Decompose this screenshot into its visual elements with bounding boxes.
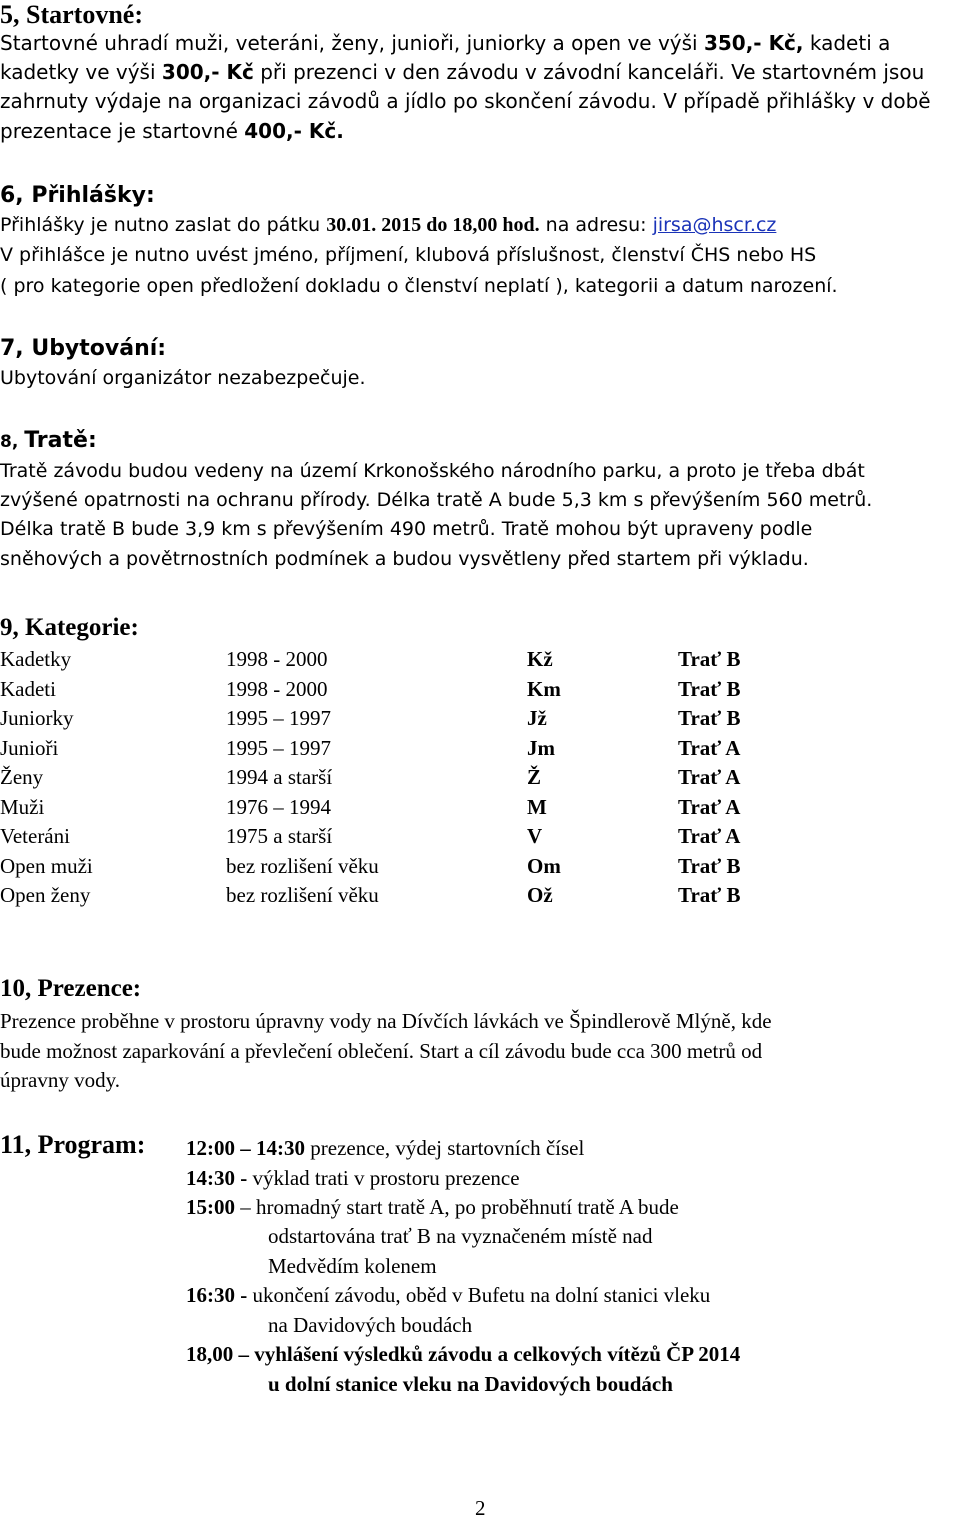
time: 16:30 - bbox=[186, 1283, 248, 1307]
category-name: Juniorky bbox=[0, 706, 74, 730]
category-years: 1998 - 2000 bbox=[226, 676, 328, 701]
category-row bbox=[0, 647, 960, 675]
section-5-title: 5, Startovné: bbox=[0, 0, 143, 29]
section-8-title bbox=[0, 428, 97, 453]
category-code: Jm bbox=[527, 735, 555, 760]
category-track: Trať B bbox=[678, 853, 741, 878]
section-6-title: 6, Přihlášky: bbox=[0, 183, 155, 208]
category-name: Kadeti bbox=[0, 676, 56, 701]
category-code: Jž bbox=[527, 706, 547, 730]
category-row bbox=[0, 765, 960, 793]
text: Přihlášky je nutno zaslat do pátku bbox=[0, 214, 327, 236]
category-code: Om bbox=[527, 853, 561, 878]
section-10-line-3: úpravny vody. bbox=[0, 1068, 120, 1092]
category-years: 1994 a starší bbox=[226, 765, 333, 789]
text: Startovné uhradí muži, veteráni, ženy, junioři, juniorky a open ve výši bbox=[0, 31, 704, 55]
section-7-line-1: Ubytování organizátor nezabezpečuje. bbox=[0, 367, 366, 389]
category-name: Muži bbox=[0, 794, 45, 819]
section-6-line-1 bbox=[0, 214, 776, 237]
section-8-line-1: Tratě závodu budou vedeny na území Krkonošského národního parku, a proto je třeba dbát bbox=[0, 460, 865, 482]
section-5-line-2 bbox=[0, 61, 924, 84]
category-name: Open ženy bbox=[0, 883, 91, 907]
page-number: 2 bbox=[475, 1496, 486, 1520]
section-8-line-3: Délka tratě B bude 3,9 km s převýšením 490 metrů. Tratě mohou být upraveny podle bbox=[0, 518, 813, 540]
category-track: Trať A bbox=[678, 794, 741, 819]
deadline-bold: 30.01. 2015 do 18,00 hod. bbox=[326, 214, 540, 236]
time: 15:00 bbox=[186, 1195, 235, 1219]
category-track: Trať A bbox=[678, 765, 741, 789]
category-row bbox=[0, 795, 960, 823]
section-8-line-2: zvýšené opatrnosti na ochranu přírody. Délka tratě A bude 5,3 km s převýšením 560 metrů. bbox=[0, 489, 873, 511]
program-item-5: 18,00 – vyhlášení výsledků závodu a celkových vítězů ČP 2014 bbox=[186, 1342, 741, 1366]
section-8-line-4: sněhových a povětrnostních podmínek a budou vysvětleny před startem při výkladu. bbox=[0, 548, 809, 570]
email-link[interactable]: jirsa@hscr.cz bbox=[652, 214, 777, 236]
category-name: Open muži bbox=[0, 853, 93, 878]
desc: prezence, výdej startovních čísel bbox=[305, 1136, 585, 1160]
section-9-title: 9, Kategorie: bbox=[0, 614, 139, 641]
category-years: 1976 – 1994 bbox=[226, 794, 331, 819]
section-5-line-1 bbox=[0, 32, 890, 55]
category-code: Km bbox=[527, 676, 561, 701]
program-item-5-cont: u dolní stanice vleku na Davidových boudách bbox=[268, 1372, 673, 1396]
time: 14:30 - bbox=[186, 1166, 248, 1190]
category-track: Trať B bbox=[678, 706, 741, 730]
category-track: Trať B bbox=[678, 676, 741, 701]
section-10-title: 10, Prezence: bbox=[0, 975, 142, 1002]
category-track: Trať A bbox=[678, 735, 741, 760]
text: kadetky ve výši bbox=[0, 60, 162, 84]
section-7-title: 7, Ubytování: bbox=[0, 336, 167, 361]
section-6-line-2: V přihlášce je nutno uvést jméno, příjmení, klubová příslušnost, členství ČHS nebo HS bbox=[0, 244, 817, 266]
category-code: Ž bbox=[527, 765, 542, 789]
desc: ukončení závodu, oběd v Bufetu na dolní stanici vleku bbox=[247, 1283, 711, 1307]
text: na adresu: bbox=[539, 214, 653, 236]
program-item-3-cont-1: odstartována trať B na vyznačeném místě nad bbox=[268, 1224, 653, 1248]
category-row bbox=[0, 677, 960, 705]
category-row bbox=[0, 736, 960, 764]
category-code: Ož bbox=[527, 883, 553, 907]
section-5-line-3: zahrnuty výdaje na organizaci závodů a jídlo po skončení závodu. V případě přihlášky v době bbox=[0, 89, 931, 113]
category-years: 1998 - 2000 bbox=[226, 647, 328, 671]
category-track: Trať B bbox=[678, 647, 741, 671]
text: kadeti a bbox=[803, 31, 891, 55]
program-item-4-cont: na Davidových boudách bbox=[268, 1313, 473, 1337]
section-10-line-2: bude možnost zaparkování a převlečení oblečení. Start a cíl závodu bude cca 300 metrů od bbox=[0, 1039, 763, 1063]
program-item-2 bbox=[186, 1166, 520, 1191]
category-name: Kadetky bbox=[0, 647, 72, 671]
price-bold: 300,- Kč bbox=[161, 60, 254, 84]
category-track: Trať B bbox=[678, 883, 741, 907]
program-item-3-cont-2: Medvědím kolenem bbox=[268, 1254, 437, 1278]
category-years: 1995 – 1997 bbox=[226, 706, 331, 730]
text: prezentace je startovné bbox=[0, 119, 245, 143]
category-years: bez rozlišení věku bbox=[226, 883, 379, 907]
section-6-line-3: ( pro kategorie open předložení dokladu o členství neplatí ), kategorii a datum narození. bbox=[0, 275, 838, 297]
category-code: Kž bbox=[527, 647, 553, 671]
section-10-line-1: Prezence proběhne v prostoru úpravny vody na Dívčích lávkách ve Špindlerově Mlýně, kde bbox=[0, 1009, 772, 1033]
category-name: Veteráni bbox=[0, 824, 70, 848]
category-row bbox=[0, 824, 960, 852]
desc: – hromadný start tratě A, po proběhnutí tratě A bude bbox=[235, 1195, 679, 1219]
category-years: 1975 a starší bbox=[226, 824, 333, 848]
category-row bbox=[0, 706, 960, 734]
text: při prezenci v den závodu v závodní kanceláři. Ve startovném jsou bbox=[253, 60, 925, 84]
desc: výklad trati v prostoru prezence bbox=[247, 1166, 520, 1190]
category-track: Trať A bbox=[678, 824, 741, 848]
category-years: 1995 – 1997 bbox=[226, 735, 331, 760]
price-bold: 350,- Kč, bbox=[703, 31, 804, 55]
category-code: M bbox=[527, 794, 547, 819]
program-item-1 bbox=[186, 1136, 584, 1161]
category-name: Junioři bbox=[0, 735, 59, 760]
category-years: bez rozlišení věku bbox=[226, 853, 379, 878]
price-bold: 400,- Kč. bbox=[244, 119, 344, 143]
category-row bbox=[0, 854, 960, 882]
section-5-line-4 bbox=[0, 120, 344, 143]
time: 12:00 – 14:30 bbox=[186, 1136, 305, 1160]
program-item-4 bbox=[186, 1283, 710, 1308]
section-number: 8, bbox=[0, 432, 25, 452]
category-row bbox=[0, 883, 960, 911]
section-11-title: 11, Program: bbox=[0, 1130, 146, 1159]
title-text: Tratě: bbox=[24, 428, 97, 453]
program-item-3 bbox=[186, 1195, 679, 1220]
category-code: V bbox=[527, 824, 543, 848]
category-name: Ženy bbox=[0, 765, 44, 789]
